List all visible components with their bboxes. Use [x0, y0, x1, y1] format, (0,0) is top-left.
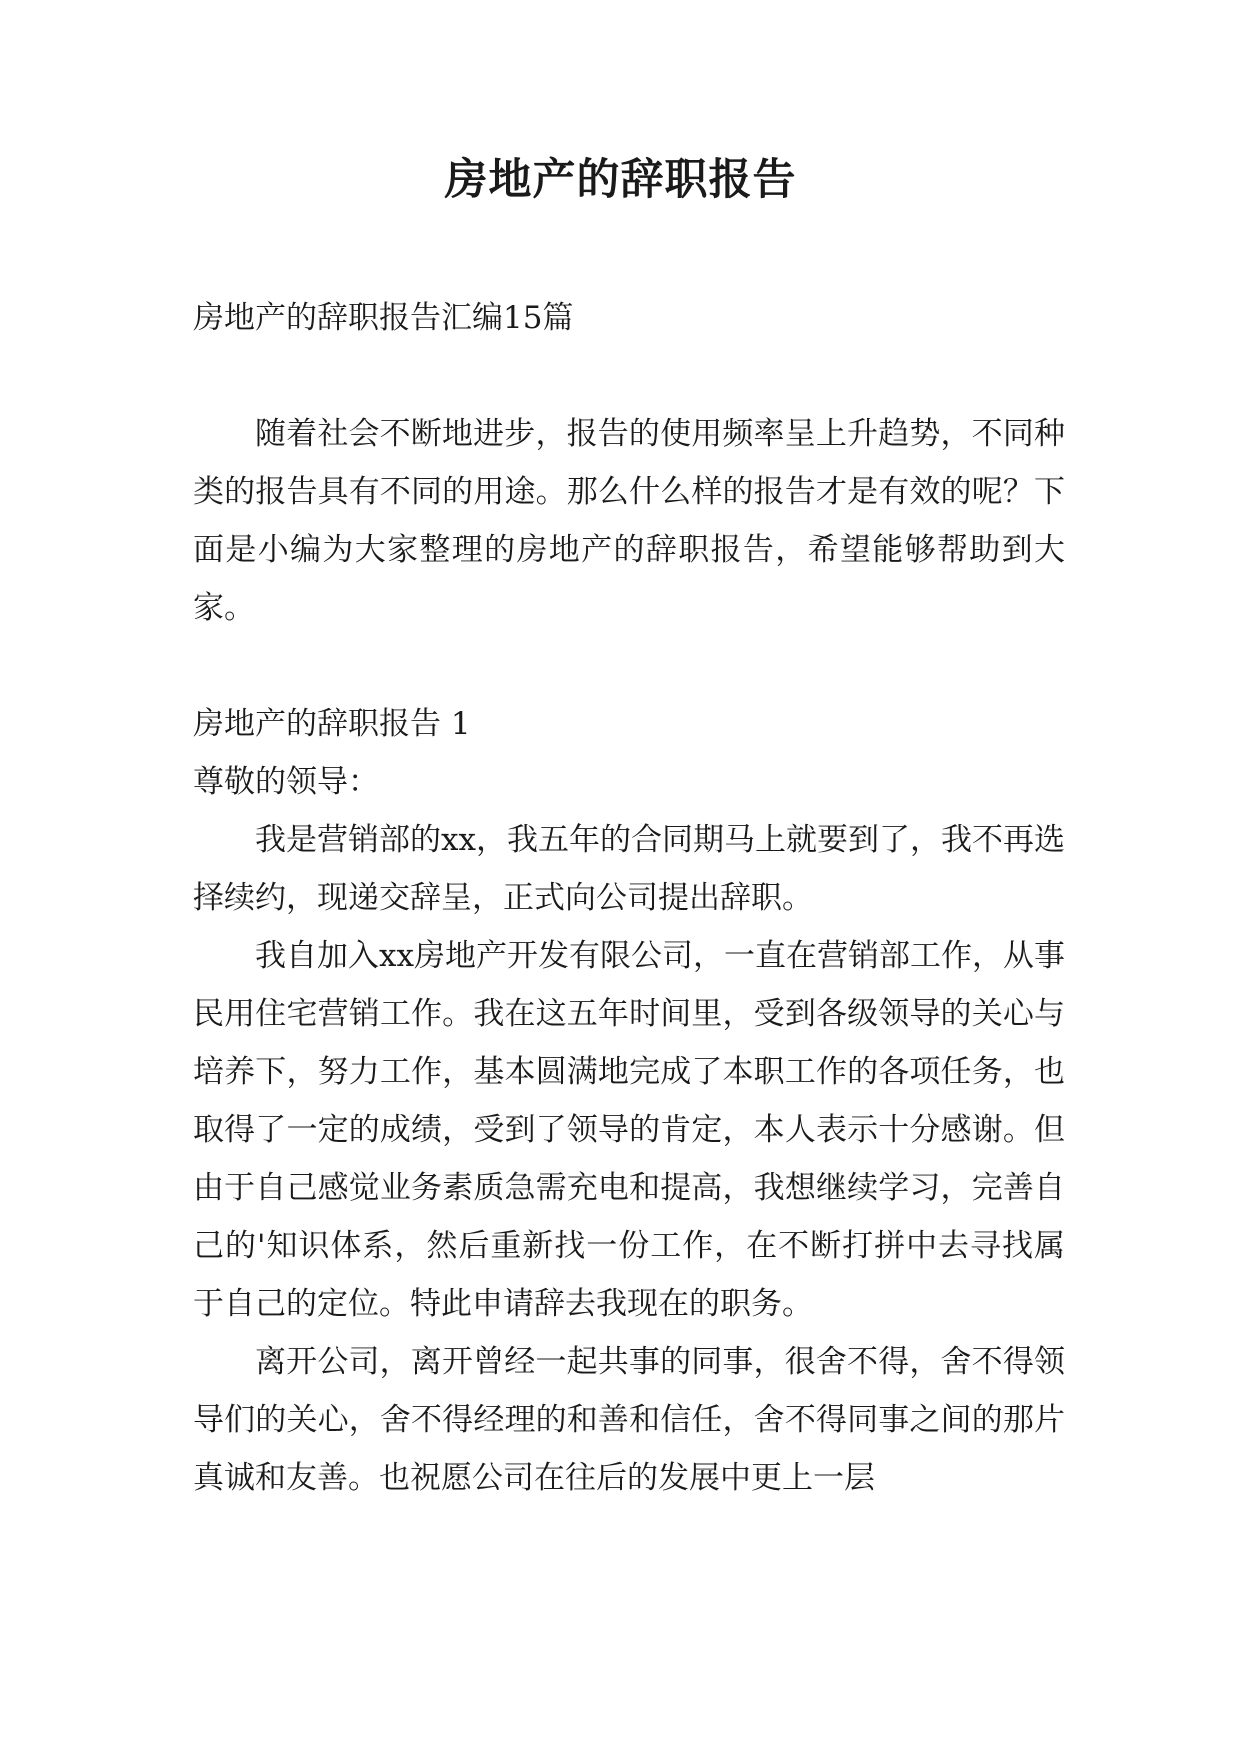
salutation: 尊敬的领导：	[193, 764, 379, 800]
intro-paragraph: 随着社会不断地进步，报告的使用频率呈上升趋势，不同种类的报告具有不同的用途。那么什么样的报告才是有效的呢？下面是小编为大家整理的房地产的辞职报告，希望能够帮助到大家。	[193, 416, 1065, 626]
document-title: 房地产的辞职报告	[444, 155, 797, 205]
body-paragraph-1: 我是营销部的xx，我五年的合同期马上就要到了，我不再选择续约，现递交辞呈，正式向公司提出辞职。	[193, 822, 1065, 916]
document-body	[193, 289, 1065, 1507]
document-subtitle: 房地产的辞职报告汇编15篇	[193, 300, 574, 336]
section-heading: 房地产的辞职报告 1	[193, 706, 471, 742]
body-paragraph-2: 我自加入xx房地产开发有限公司，一直在营销部工作，从事民用住宅营销工作。我在这五年时间里，受到各级领导的关心与培养下，努力工作，基本圆满地完成了本职工作的各项任务，也取得了一定的成绩，受到了领导的肯定，本人表示十分感谢。但由于自己感觉业务素质急需充电和提高，我想继续学习，完善自己的'知识体系，然后重新找一份工作，在不断打拼中去寻找属于自己的定位。特此申请辞去我现在的职务。	[193, 938, 1065, 1322]
body-paragraph-3: 离开公司，离开曾经一起共事的同事，很舍不得，舍不得领导们的关心，舍不得经理的和善和信任，舍不得同事之间的那片真诚和友善。也祝愿公司在往后的发展中更上一层	[193, 1344, 1065, 1496]
